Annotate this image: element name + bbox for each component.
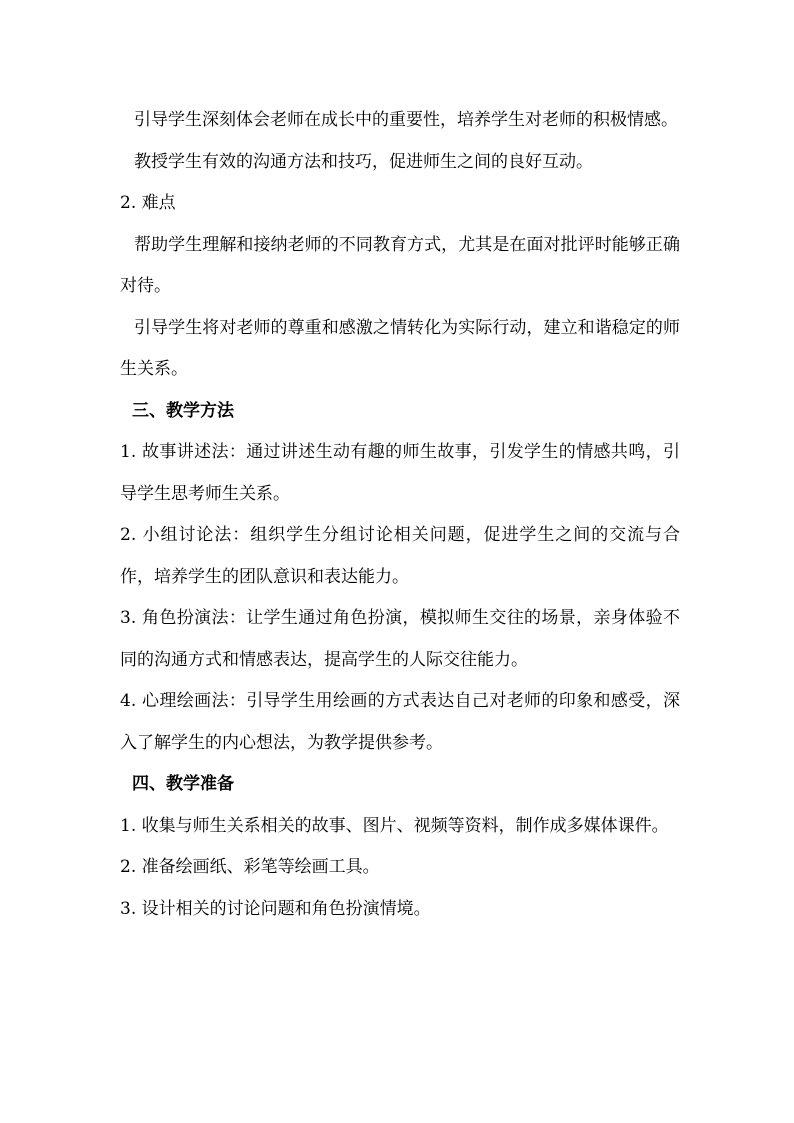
method-item-3: 3. 角色扮演法：让学生通过角色扮演，模拟师生交往的场景，亲身体验不同的沟通方式和情感表达，提高学生的人际交往能力。: [120, 608, 680, 670]
method-item-2: 2. 小组讨论法：组织学生分组讨论相关问题，促进学生之间的交流与合作，培养学生的团队意识和表达能力。: [120, 525, 680, 587]
document-body: [120, 100, 680, 930]
section-3-title: 三、教学方法: [132, 400, 234, 421]
preparation-item-2: 2. 准备绘画纸、彩笔等绘画工具。: [120, 857, 380, 877]
section-4-title: 四、教学准备: [132, 774, 234, 794]
method-item-4: 4. 心理绘画法：引导学生用绘画的方式表达自己对老师的印象和感受，深入了解学生的内心想法，为教学提供参考。: [120, 691, 680, 753]
preparation-item-3: 3. 设计相关的讨论问题和角色扮演情境。: [120, 898, 431, 919]
objective-paragraph-1: 引导学生深刻体会老师在成长中的重要性，培养学生对老师的积极情感。: [134, 110, 678, 130]
objective-paragraph-2: 教授学生有效的沟通方法和技巧，促进师生之间的良好互动。: [134, 151, 593, 172]
difficulty-heading: 2. 难点: [120, 193, 176, 213]
method-item-1: 1. 故事讲述法：通过讲述生动有趣的师生故事，引发学生的情感共鸣，引导学生思考师生关系。: [120, 442, 680, 504]
difficulty-paragraph-1: 帮助学生理解和接纳老师的不同教育方式，尤其是在面对批评时能够正确对待。: [120, 234, 680, 296]
preparation-item-1: 1. 收集与师生关系相关的故事、图片、视频等资料，制作成多媒体课件。: [120, 815, 669, 836]
difficulty-paragraph-2: 引导学生将对老师的尊重和感激之情转化为实际行动，建立和谐稳定的师生关系。: [120, 317, 680, 379]
